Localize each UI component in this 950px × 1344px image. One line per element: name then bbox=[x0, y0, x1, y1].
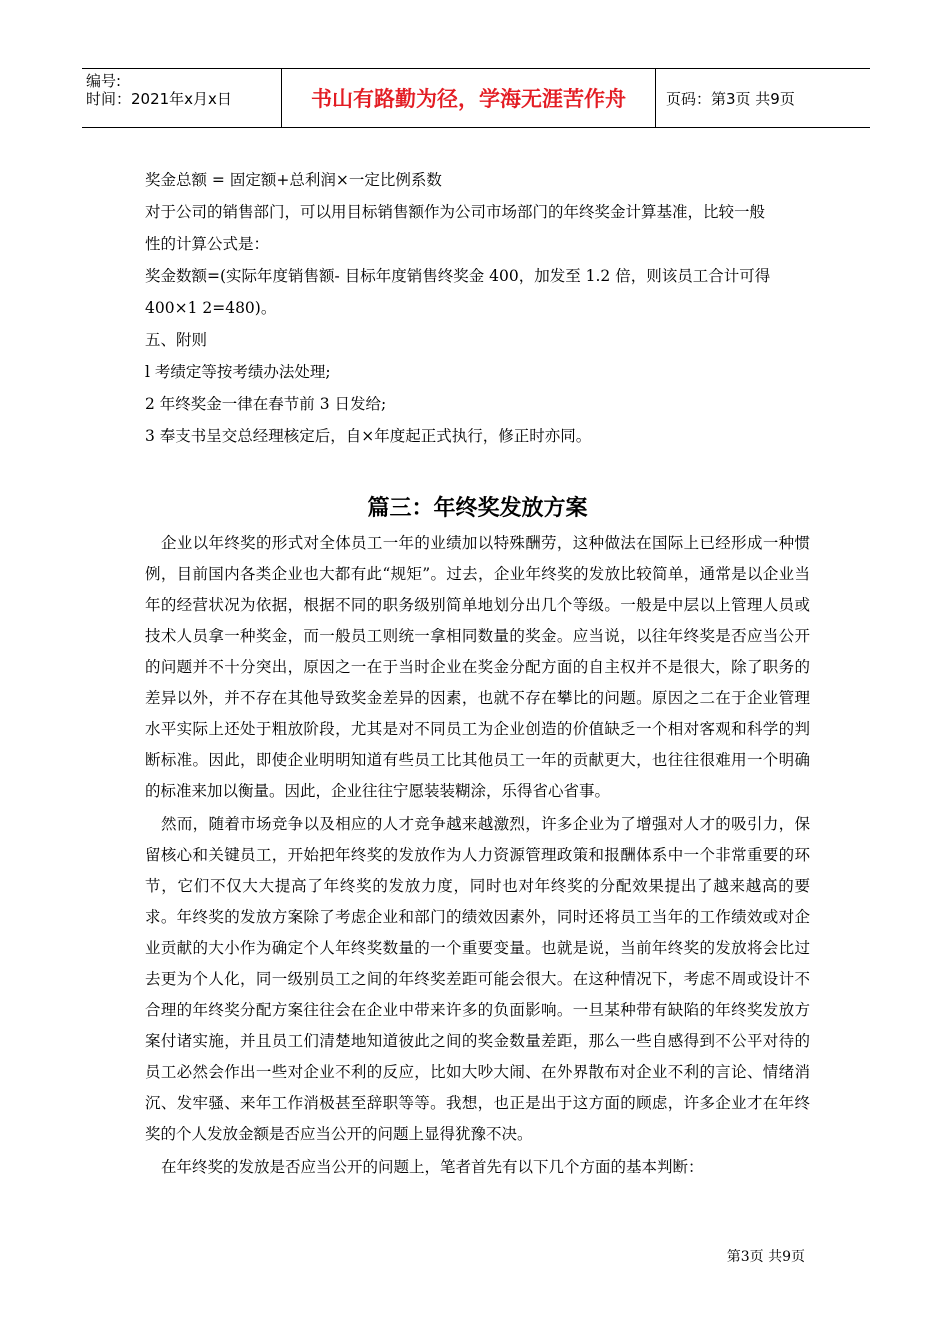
body-paragraph: 在年终奖的发放是否应当公开的问题上，笔者首先有以下几个方面的基本判断： bbox=[161, 1158, 704, 1176]
header-page-info: 页码：第3页 共9页 bbox=[666, 89, 795, 108]
body-line: 对于公司的销售部门，可以用目标销售额作为公司市场部门的年终奖金计算基准，比较一般 bbox=[145, 203, 766, 221]
header-meta bbox=[82, 69, 282, 127]
appendix-item: l 考绩定等按考绩办法处理; bbox=[145, 363, 331, 381]
body-line: 奖金总额 = 固定额+总利润×一定比例系数 bbox=[145, 171, 442, 189]
document-number-label: 编号: bbox=[86, 72, 122, 90]
header-motto: 书山有路勤为径，学海无涯苦作舟 bbox=[282, 69, 656, 127]
appendix-item: 2 年终奖金一律在春节前 3 日发给; bbox=[145, 395, 387, 413]
page-header bbox=[82, 68, 870, 128]
body-line: 奖金数额=(实际年度销售额- 目标年度销售终奖金 400，加发至 1.2 倍，则该员工合计可得 bbox=[145, 267, 771, 285]
page-footer: 第3页 共9页 bbox=[726, 1249, 805, 1265]
document-body bbox=[145, 164, 810, 1183]
document-date: 时间：2021年x月x日 bbox=[86, 90, 232, 108]
body-line: 性的计算公式是： bbox=[145, 235, 270, 253]
section-heading-appendix: 五、附则 bbox=[145, 331, 208, 349]
body-paragraph: 然而，随着市场竞争以及相应的人才竞争越来越激烈，许多企业为了增强对人才的吸引力，保留核心和关键员工，开始把年终奖的发放作为人力资源管理政策和报酬体系中一个非常重要的环节，它们不仅大大提高了年终奖的发放力度，同时也对年终奖的分配效果提出了越来越高的要求。年终奖的发放方案除了考虑企业和部门的绩效因素外，同时还将员工当年的工作绩效或对企业贡献的大小作为确定个人年终奖数量的一个重要变量。也就是说，当前年终奖的发放将会比过去更为个人化，同一级别员工之间的年终奖差距可能会很大。在这种情况下，考虑不周或设计不合理的年终奖分配方案往往会在企业中带来许多的负面影响。一旦某种带有缺陷的年终奖发放方案付诸实施，并且员工们清楚地知道彼此之间的奖金数量差距，那么一些自感得到不公平对待的员工必然会作出一些对企业不利的反应，比如大吵大闹、在外界散布对企业不利的言论、情绪消沉、发牢骚、来年工作消极甚至辞职等等。我想，也正是出于这方面的顾虑，许多企业才在年终奖的个人发放金额是否应当公开的问题上显得犹豫不决。 bbox=[145, 815, 810, 1143]
body-line: 400×1 2=480)。 bbox=[145, 299, 277, 317]
section-title: 篇三：年终奖发放方案 bbox=[367, 496, 588, 521]
appendix-item: 3 奉支书呈交总经理核定后，自×年度起正式执行，修正时亦同。 bbox=[145, 427, 592, 445]
body-paragraph: 企业以年终奖的形式对全体员工一年的业绩加以特殊酬劳，这种做法在国际上已经形成一种惯例，目前国内各类企业也大都有此“规矩”。过去，企业年终奖的发放比较简单，通常是以企业当年的经营状况为依据，根据不同的职务级别简单地划分出几个等级。一般是中层以上管理人员或技术人员拿一种奖金，而一般员工则统一拿相同数量的奖金。应当说，以往年终奖是否应当公开的问题并不十分突出，原因之一在于当时企业在奖金分配方面的自主权并不是很大，除了职务的差异以外，并不存在其他导致奖金差异的因素，也就不存在攀比的问题。原因之二在于企业管理水平实际上还处于粗放阶段，尤其是对不同员工为企业创造的价值缺乏一个相对客观和科学的判断标准。因此，即使企业明明知道有些员工比其他员工一年的贡献更大，也往往很难用一个明确的标准来加以衡量。因此，企业往往宁愿装装糊涂，乐得省心省事。 bbox=[145, 534, 810, 800]
